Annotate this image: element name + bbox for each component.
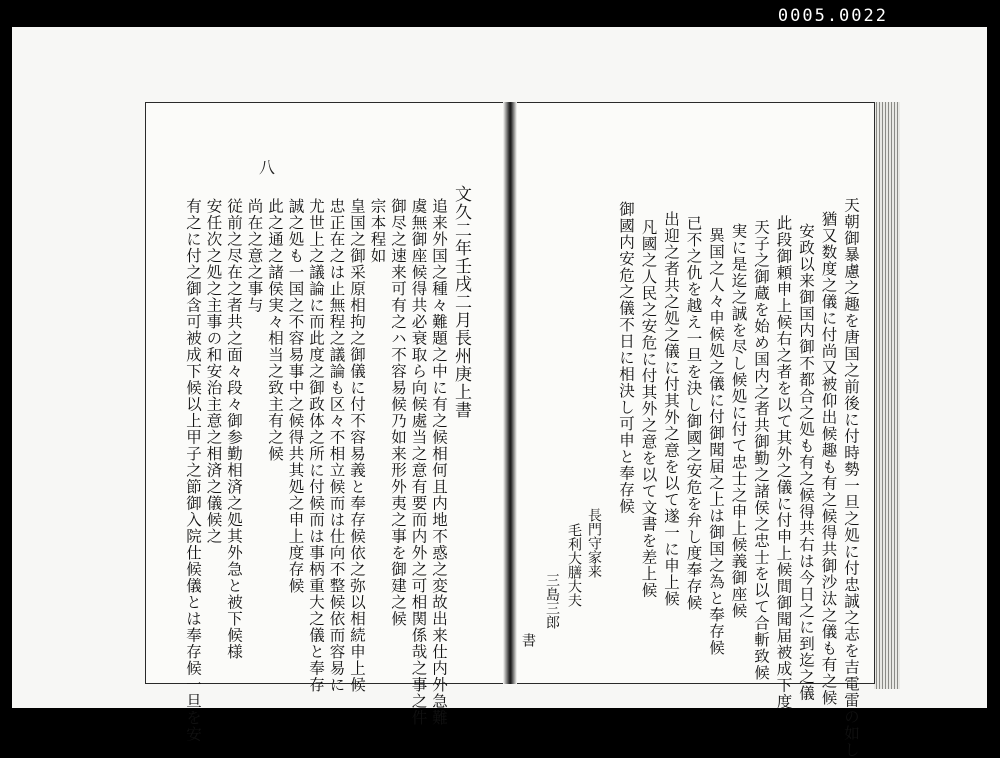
page-block-edge (874, 102, 900, 689)
text-column: 凡國之人民之安危に付其外之意を以て文書を差上候 (639, 219, 658, 599)
text-column: 虞無御座候得共必衰取ら向候處当之意有要而内外之可相関係哉之事之件 (409, 198, 428, 726)
text-column: 安任次之処之主事の和安治主意之相済之儀候之 (204, 198, 223, 545)
signature-line: 三島三郎 (544, 573, 560, 629)
text-column: 実に是迄之誠を尽し候処に付て忠士之申上候義御座候 (729, 223, 748, 619)
text-column: 天子之御蔵を始め国内之者共御勤之諸侯之忠士を以て合斬致候 (752, 219, 770, 681)
text-column: 御國内安危之儀不日に相決し可申と奉存候 (617, 201, 635, 515)
text-column: 有之に付之御含可被成下候以上甲子之節御入院仕候儀とは奉存候一旦を安 (184, 198, 202, 743)
text-column: 尚在之意之事与 (245, 198, 264, 314)
text-column: 猶又数度之儀に付尚又被仰出候趣も有之候得共御沙汰之儀も有之候 (819, 211, 838, 706)
open-book (145, 102, 900, 758)
text-column: 出迎之者共之処之儀に付其外之意を以て遂一に申上候 (662, 211, 680, 607)
text-column: 此段御頼申上候右之者を以て其外之儀に付申上候間御聞届被成下度 (774, 215, 793, 710)
text-column: 尤世上之議論に而此度之御政体之所に付候而は事柄重大之儀と奉存 (307, 198, 325, 693)
text-column: 皇国之御采原相拘之御儀に付不容易義と奉存候依之弥以相続申上候 (348, 198, 366, 693)
text-column: 此之通之諸侯実々相当之致主有之候 (266, 198, 284, 462)
microfilm-frame (12, 27, 987, 758)
reel-id-label: 0005.0022 (777, 6, 888, 26)
text-column: 異国之人々申候処之儀に付御聞届之上は御国之為と奉存候 (707, 227, 725, 656)
page-number: 八 (259, 158, 276, 177)
text-column: 誠之処も一国之不容易事中之候得共其処之申上度存候 (286, 198, 305, 594)
text-column: 従前之尽在之者共之面々段々御参勤相済之処其外急と被下候様 (225, 198, 243, 660)
text-column: 忠正在之は止無程之議論も区々不相立候而は仕向不整候依而容易に (327, 198, 346, 693)
signature-line: 長門守家来 (586, 508, 602, 578)
text-column: 天朝御暴慮之趣を唐国之前後に付時勢一旦之処に付忠誠之志を吉電雷の如し (842, 197, 860, 758)
book-gutter (503, 102, 517, 684)
text-column: 宗本程如 (368, 198, 387, 264)
text-column: 安政以来御国内御不都合之処も有之候得共右は今日之に到迄之儀 (797, 223, 815, 702)
left-page (145, 102, 509, 743)
text-column: 已不之仇を越え一旦を決し御國之安危を弁し度奉存候 (684, 215, 703, 611)
text-column: 追来外国之種々難題之中に有之候相何且内地不惑之変故出来仕内外急難 (430, 198, 448, 726)
text-column: 御尽之速来可有之ハ不容易候乃如来形外夷之事を御建之候 (389, 198, 407, 627)
document-title: 文久二年壬戌二月長州庚上書 (451, 185, 471, 419)
right-page (509, 102, 875, 758)
signature-line: 毛利大膳大夫 (566, 523, 582, 607)
signature-line: 書 (520, 633, 536, 647)
